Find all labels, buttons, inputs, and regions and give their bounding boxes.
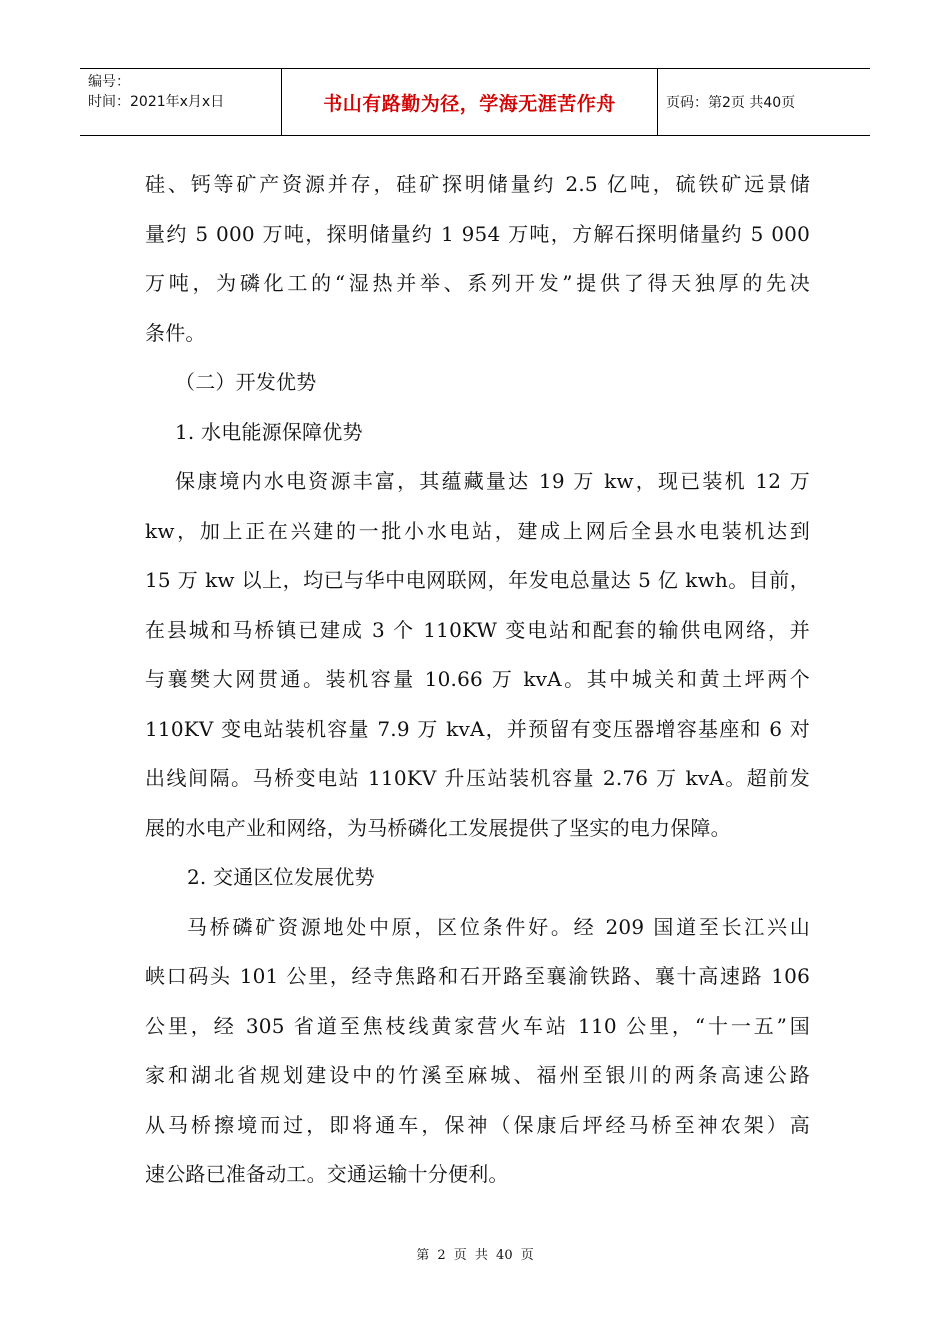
- subsection-heading: 2. 交通区位发展优势: [187, 865, 375, 889]
- body-line: 家和湖北省规划建设中的竹溪至麻城、福州至银川的两条高速公路: [145, 1063, 810, 1087]
- document-date-label: 时间：2021年x月x日: [88, 94, 225, 110]
- body-line: 马桥磷矿资源地处中原，区位条件好。经 209 国道至长江兴山: [187, 914, 810, 939]
- body-line: 在县城和马桥镇已建成 3 个 110KW 变电站和配套的输供电网络，并: [145, 617, 810, 642]
- body-line: 出线间隔。马桥变电站 110KV 升压站装机容量 2.76 万 kvA。超前发: [145, 766, 810, 790]
- header-motto: 书山有路勤为径，学海无涯苦作舟: [282, 69, 658, 135]
- body-line: kw，加上正在兴建的一批小水电站，建成上网后全县水电装机达到: [145, 518, 810, 543]
- body-line: 展的水电产业和网络，为马桥磷化工发展提供了坚实的电力保障。: [145, 815, 731, 840]
- header-page-info: 页码：第2页 共40页: [666, 95, 796, 111]
- header-meta: [80, 69, 282, 135]
- body-line: 速公路已准备动工。交通运输十分便利。: [145, 1162, 509, 1186]
- subsection-heading: 1. 水电能源保障优势: [175, 419, 363, 444]
- body-line: 公里，经 305 省道至焦枝线黄家营火车站 110 公里，“十一五”国: [145, 1013, 810, 1038]
- body-line: 硅、钙等矿产资源并存，硅矿探明储量约 2.5 亿吨，硫铁矿远景储: [145, 172, 810, 196]
- body-line: 量约 5 000 万吨，探明储量约 1 954 万吨，方解石探明储量约 5 000: [145, 221, 810, 246]
- document-body: [145, 160, 810, 1200]
- body-line: 与襄樊大网贯通。装机容量 10.66 万 kvA。其中城关和黄土坪两个: [145, 667, 810, 691]
- body-line: 条件。: [145, 320, 206, 345]
- body-line: 万吨，为磷化工的“湿热并举、系列开发”提供了得天独厚的先决: [145, 271, 810, 295]
- document-number-label: 编号：: [88, 74, 130, 90]
- section-heading: （二）开发优势: [175, 370, 317, 394]
- body-line: 从马桥擦境而过，即将通车，保神（保康后坪经马桥至神农架）高: [145, 1112, 810, 1137]
- page-header: [80, 68, 870, 136]
- body-line: 110KV 变电站装机容量 7.9 万 kvA，并预留有变压器增容基座和 6 对: [145, 716, 810, 741]
- body-line: 保康境内水电资源丰富，其蕴藏量达 19 万 kw，现已装机 12 万: [175, 469, 810, 493]
- body-line: 15 万 kw 以上，均已与华中电网联网，年发电总量达 5 亿 kwh。目前，: [145, 568, 810, 592]
- body-line: 峡口码头 101 公里，经寺焦路和石开路至襄渝铁路、襄十高速路 106: [145, 964, 810, 988]
- page-footer: 第 2 页 共 40 页: [416, 1248, 534, 1263]
